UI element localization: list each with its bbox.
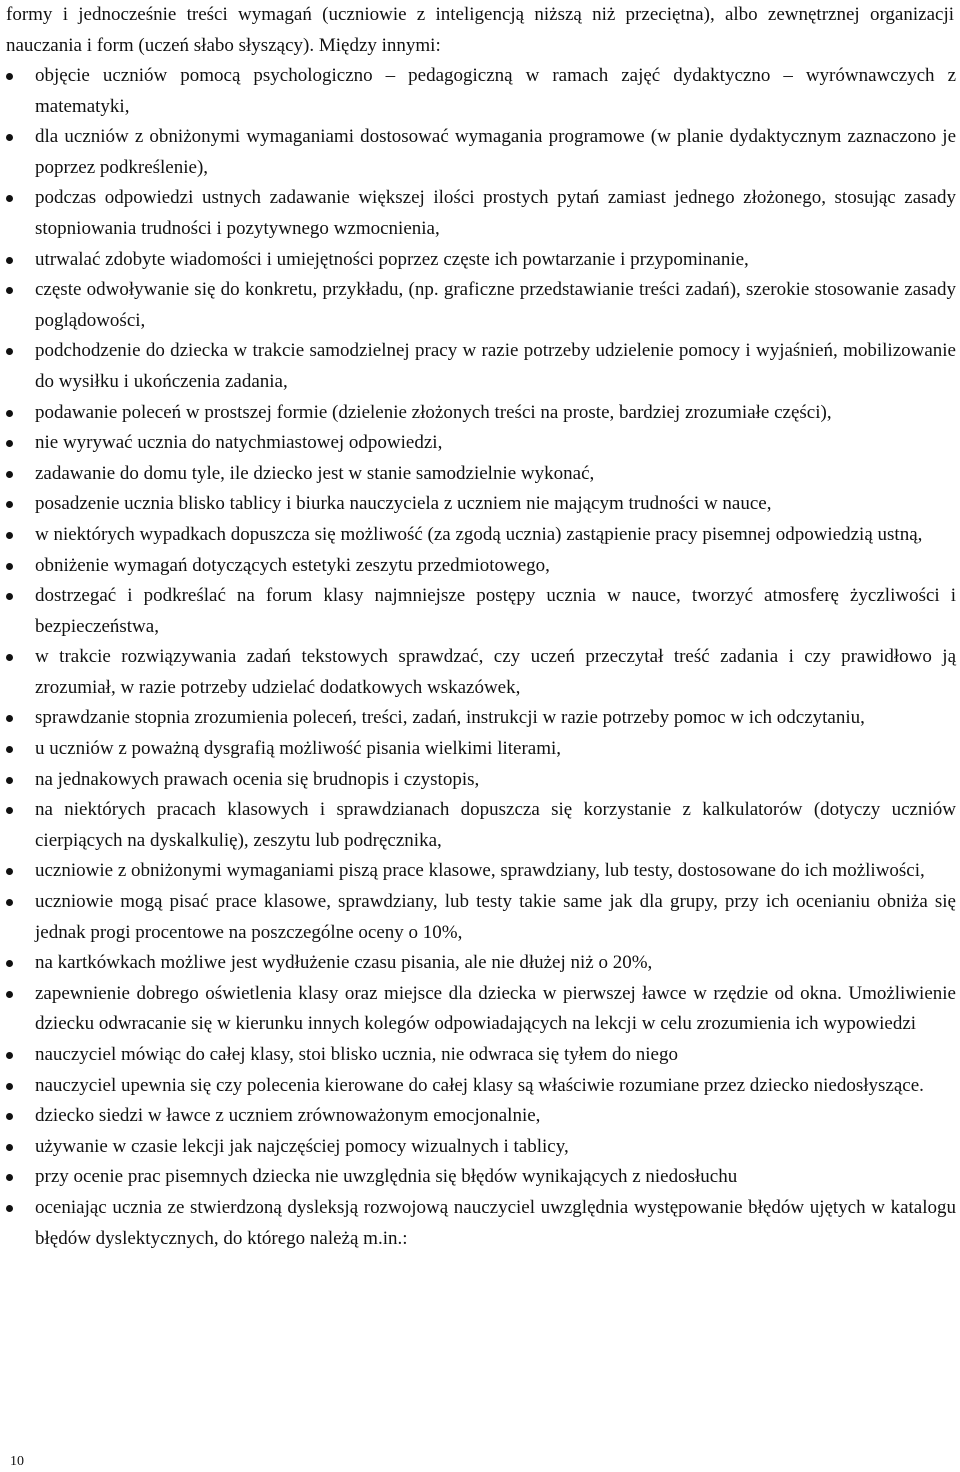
list-item-text: nauczyciel mówiąc do całej klasy, stoi blisko ucznia, nie odwraca się tyłem do niego (35, 1044, 678, 1065)
list-item (0, 245, 960, 276)
list-item-text: podchodzenie do dziecka w trakcie samodzielnej pracy w razie potrzeby udzielenie pomocy i wyjaśnień, mobilizowanie do wysiłku i ukończenia zadania, (35, 340, 956, 392)
recommendations-list (0, 61, 960, 1254)
list-item-text: u uczniów z poważną dysgrafią możliwość pisania wielkimi literami, (35, 738, 562, 760)
bullet-icon (6, 715, 13, 722)
list-item-text: uczniowie z obniżonymi wymaganiami piszą prace klasowe, sprawdziany, lub testy, dostosowane do ich możliwości, (35, 860, 925, 882)
list-item (0, 336, 960, 397)
list-item (0, 642, 960, 703)
list-item-text: dostrzegać i podkreślać na forum klasy najmniejsze postępy ucznia w nauce, tworzyć atmosferę życzliwości i bezpieczeństwa, (35, 585, 956, 637)
bullet-icon (6, 807, 13, 814)
list-item (0, 581, 960, 642)
list-item (0, 856, 960, 887)
bullet-icon (6, 654, 13, 661)
bullet-icon (6, 257, 13, 264)
bullet-icon (6, 471, 13, 478)
list-item (0, 428, 960, 459)
list-item (0, 1101, 960, 1132)
list-item-text: w niektórych wypadkach dopuszcza się możliwość (za zgodą ucznia) zastąpienie pracy pisemnej odpowiedzią ustną, (35, 523, 923, 545)
bullet-icon (6, 960, 13, 967)
list-item (0, 1162, 960, 1193)
list-item-text: zapewnienie dobrego oświetlenia klasy oraz miejsce dla dziecka w pierwszej ławce w rzędzie od okna. Umożliwienie dziecku odwracanie się w kierunku innych kolegów odpowiadających na lekcji w celu zrozumienia ich wypowiedzi (35, 982, 956, 1035)
list-item-text: objęcie uczniów pomocą psychologiczno – pedagogiczną w ramach zajęć dydaktyczno – wyrównawczych z matematyki, (35, 65, 956, 117)
list-item (0, 734, 960, 765)
bullet-icon (6, 777, 13, 784)
list-item-text: na kartkówkach możliwe jest wydłużenie czasu pisania, ale nie dłużej niż o 20%, (35, 952, 653, 974)
list-item (0, 520, 960, 551)
bullet-icon (6, 563, 13, 570)
list-item-text: w trakcie rozwiązywania zadań tekstowych sprawdzać, czy uczeń przeczytał treść zadania i czy prawidłowo ją zrozumiał, w razie potrzeby udzielać dodatkowych wskazówek, (35, 646, 956, 698)
list-item (0, 398, 960, 429)
list-item-text: na niektórych pracach klasowych i sprawdzianach dopuszcza się korzystanie z kalkulatorów (dotyczy uczniów cierpiących na dyskalkulię), zeszytu lub podręcznika, (35, 799, 956, 851)
list-item-text: uczniowie mogą pisać prace klasowe, sprawdziany, lub testy takie same jak dla grupy, przy ich ocenianiu obniża się jednak progi procentowe na poszczególne oceny o 10%, (35, 891, 956, 943)
bullet-icon (6, 532, 13, 539)
list-item (0, 765, 960, 796)
list-item-text: zadawanie do domu tyle, ile dziecko jest w stanie samodzielnie wykonać, (35, 462, 595, 484)
bullet-icon (6, 501, 13, 508)
list-item (0, 61, 960, 122)
list-item-text: używanie w czasie lekcji jak najczęściej pomocy wizualnych i tablicy, (35, 1135, 569, 1157)
bullet-icon (6, 1113, 13, 1120)
list-item (0, 551, 960, 582)
list-item-text: obniżenie wymagań dotyczących estetyki zeszytu przedmiotowego, (35, 554, 550, 576)
list-item (0, 979, 960, 1040)
bullet-icon (6, 1144, 13, 1151)
list-item (0, 887, 960, 948)
bullet-icon (6, 991, 13, 998)
list-item-text: podczas odpowiedzi ustnych zadawanie większej ilości prostych pytań zamiast jednego złożonego, stosując zasady stopniowania trudności i pozytywnego wzmocnienia, (35, 187, 956, 239)
list-item-text: dla uczniów z obniżonymi wymaganiami dostosować wymagania programowe (w planie dydaktycznym zaznaczono je poprzez podkreślenie), (35, 126, 956, 178)
list-item-text: sprawdzanie stopnia zrozumienia poleceń, treści, zadań, instrukcji w razie potrzeby pomoc w ich odczytaniu, (35, 707, 865, 729)
list-item (0, 948, 960, 979)
bullet-icon (6, 410, 13, 417)
bullet-icon (6, 195, 13, 202)
list-item-text: dziecko siedzi w ławce z uczniem zrównoważonym emocjonalnie, (35, 1105, 541, 1127)
list-item (0, 275, 960, 336)
list-item-text: posadzenie ucznia blisko tablicy i biurka nauczyciela z uczniem nie mającym trudności w nauce, (35, 493, 772, 515)
list-item (0, 459, 960, 490)
bullet-icon (6, 899, 13, 906)
bullet-icon (6, 134, 13, 141)
list-item (0, 1193, 960, 1254)
list-item (0, 1040, 960, 1071)
list-item-text: przy ocenie prac pisemnych dziecka nie uwzględnia się błędów wynikających z niedosłuchu (35, 1166, 738, 1188)
bullet-icon (6, 348, 13, 355)
intro-paragraph: formy i jednocześnie treści wymagań (uczniowie z inteligencją niższą niż przeciętna), albo zewnętrznej organizacji nauczania i form (uczeń słabo słyszący). Między innymi: (6, 4, 954, 56)
bullet-icon (6, 440, 13, 447)
list-item-text: nie wyrywać ucznia do natychmiastowej odpowiedzi, (35, 432, 443, 454)
list-item-text: podawanie poleceń w prostszej formie (dzielenie złożonych treści na proste, bardziej zrozumiałe części), (35, 401, 832, 423)
bullet-icon (6, 593, 13, 600)
bullet-icon (6, 1205, 13, 1212)
list-item (0, 1071, 960, 1102)
page-number: 10 (10, 1454, 24, 1469)
bullet-icon (6, 746, 13, 753)
list-item (0, 489, 960, 520)
list-item (0, 703, 960, 734)
bullet-icon (6, 287, 13, 294)
bullet-icon (6, 868, 13, 875)
list-item (0, 183, 960, 244)
bullet-icon (6, 1052, 13, 1059)
list-item (0, 795, 960, 856)
bullet-icon (6, 1174, 13, 1181)
list-item-text: nauczyciel upewnia się czy polecenia kierowane do całej klasy są właściwie rozumiane przez dziecko niedosłyszące. (35, 1074, 924, 1096)
bullet-icon (6, 73, 13, 80)
list-item-text: częste odwoływanie się do konkretu, przykładu, (np. graficzne przedstawianie treści zadań), szerokie stosowanie zasady poglądowości, (35, 279, 956, 331)
list-item (0, 1132, 960, 1163)
list-item-text: oceniając ucznia ze stwierdzoną dysleksją rozwojową nauczyciel uwzględnia występowanie błędów ujętych w katalogu błędów dyslektycznych, do którego należą m.in.: (35, 1196, 956, 1249)
list-item-text: utrwalać zdobyte wiadomości i umiejętności poprzez częste ich powtarzanie i przypominanie, (35, 248, 749, 270)
list-item (0, 122, 960, 183)
bullet-icon (6, 1083, 13, 1090)
list-item-text: na jednakowych prawach ocenia się brudnopis i czystopis, (35, 768, 480, 790)
